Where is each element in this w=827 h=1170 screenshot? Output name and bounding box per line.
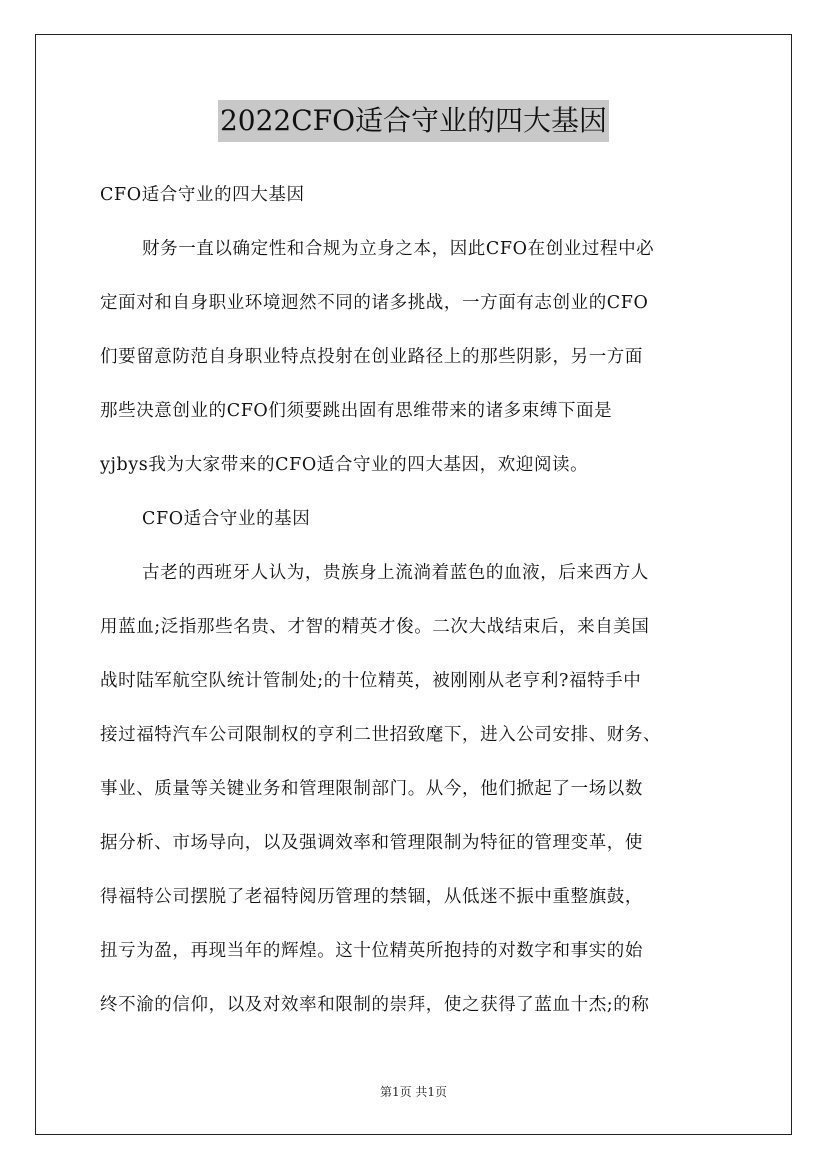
paragraph-line: 据分析、市场导向，以及强调效率和管理限制为特征的管理变革，使	[100, 833, 643, 853]
paragraph-line: yjbys我为大家带来的CFO适合守业的四大基因，欢迎阅读。	[100, 455, 589, 475]
document-title: 2022CFO适合守业的四大基因	[218, 100, 609, 142]
paragraph-line: 战时陆军航空队统计管制处;的十位精英，被刚刚从老亨利?福特手中	[100, 671, 642, 691]
paragraph-line: 得福特公司摆脱了老福特阅历管理的禁锢，从低迷不振中重整旗鼓，	[100, 887, 643, 907]
page-footer: 第1页 共1页	[379, 1085, 448, 1099]
subheading: CFO适合守业的四大基因	[100, 185, 305, 205]
document-body	[100, 168, 730, 1032]
paragraph-line: 们要留意防范自身职业特点投射在创业路径上的那些阴影，另一方面	[100, 347, 643, 367]
paragraph-line: 用蓝血;泛指那些名贵、才智的精英才俊。二次大战结束后，来自美国	[100, 617, 650, 637]
paragraph-line: 扭亏为盈，再现当年的辉煌。这十位精英所抱持的对数字和事实的始	[100, 941, 643, 961]
paragraph-line: 财务一直以确定性和合规为立身之本，因此CFO在创业过程中必	[142, 239, 655, 259]
section-heading: CFO适合守业的基因	[142, 509, 311, 529]
paragraph-line: 接过福特汽车公司限制权的亨利二世招致麾下，进入公司安排、财务、	[100, 725, 662, 745]
paragraph-line: 古老的西班牙人认为，贵族身上流淌着蓝色的血液，后来西方人	[142, 563, 649, 583]
paragraph-line: 终不渝的信仰，以及对效率和限制的崇拜，使之获得了蓝血十杰;的称	[100, 995, 650, 1015]
paragraph-line: 那些决意创业的CFO们须要跳出固有思维带来的诸多束缚下面是	[100, 401, 613, 421]
paragraph-line: 事业、质量等关键业务和管理限制部门。从今，他们掀起了一场以数	[100, 779, 643, 799]
title-container	[0, 100, 827, 142]
paragraph-line: 定面对和自身职业环境迥然不同的诸多挑战，一方面有志创业的CFO	[100, 293, 649, 313]
